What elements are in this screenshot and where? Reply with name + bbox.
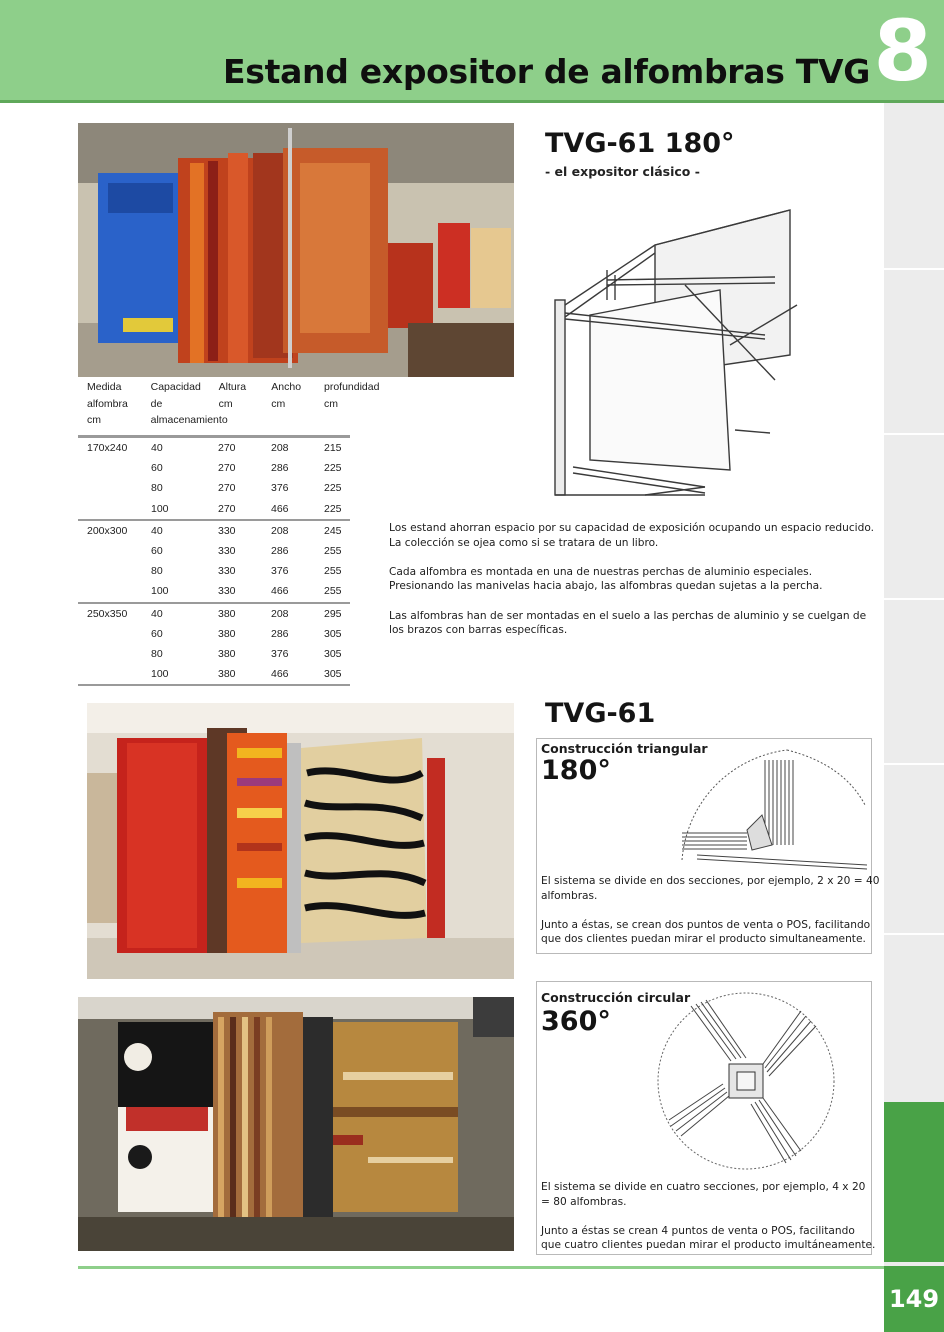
header-width: Ancho cm	[271, 381, 302, 410]
page-title: Estand expositor de alfombras TVG	[223, 52, 870, 91]
header-height: Altura cm	[218, 381, 247, 410]
circular-degrees: 360°	[541, 1006, 611, 1037]
top-photo	[78, 123, 514, 377]
page-number: 149	[884, 1266, 944, 1332]
triangular-description	[541, 874, 881, 962]
stand-drawing	[545, 205, 807, 501]
stand-diagram-illustration	[545, 205, 807, 501]
description-paragraph: Junto a éstas se crean 4 puntos de venta o POS, facilitando que cuatro clientes puedan mirar el producto imultáneamente.	[541, 1224, 876, 1252]
description-paragraph: El sistema se divide en cuatro secciones, por ejemplo, 4 x 20 = 80 alfombras.	[541, 1181, 866, 1208]
side-tab-divider	[884, 268, 944, 270]
triangular-construction-box	[536, 738, 880, 954]
header-depth: profundidad cm	[323, 381, 380, 410]
table-row: 60 380 286 305	[151, 627, 342, 640]
table-row: 100 330 466 255	[151, 585, 342, 598]
table-row: 80 380 376 305	[151, 647, 342, 660]
header-rule	[0, 100, 944, 103]
circular-layout-diagram	[651, 986, 841, 1176]
circular-construction-box	[536, 981, 876, 1255]
header-size: Medida alfombra cm	[87, 381, 128, 426]
model-heading: TVG-61 180°	[545, 128, 735, 159]
triangular-label: Construcción triangular	[541, 741, 708, 756]
table-row: 100 270 466 225	[151, 502, 342, 515]
table-row: 80 330 376 255	[151, 565, 342, 578]
header-capacity: Capacidad de almacenamiento	[150, 381, 228, 426]
description-paragraph: Junto a éstas, se crean dos puntos de venta o POS, facilitando que dos clientes puedan mirar el producto simultaneamente.	[541, 918, 871, 946]
section1-description	[389, 521, 879, 652]
side-tab-divider	[884, 598, 944, 600]
circular-label: Construcción circular	[541, 990, 691, 1005]
triangular-degrees: 180°	[541, 755, 611, 786]
carpet-stand-showroom-photo	[78, 123, 514, 377]
side-tab-divider	[884, 433, 944, 435]
spec-group	[78, 438, 350, 521]
table-row: 80 270 376 225	[151, 482, 342, 495]
spec-table-header	[78, 378, 380, 438]
table-row: 250x350 40 380 208 295	[87, 607, 342, 620]
spec-table	[78, 378, 380, 686]
side-tab-divider	[884, 933, 944, 935]
table-row: 170x240 40 270 208 215	[87, 442, 342, 455]
circular-description	[541, 1180, 876, 1268]
spec-group	[78, 604, 350, 687]
description-paragraph: Cada alfombra es montada en una de nuestras perchas de aluminio especiales. Presionando las manivelas hacia abajo, las alfombras quedan sujetas a la percha.	[389, 565, 823, 593]
carpet-stand-circular-photo	[78, 997, 514, 1251]
table-row: 60 330 286 255	[151, 545, 342, 558]
active-chapter-tab[interactable]	[884, 1102, 944, 1262]
description-paragraph: El sistema se divide en dos secciones, por ejemplo, 2 x 20 = 40 alfombras.	[541, 875, 880, 902]
table-row: 200x300 40 330 208 245	[87, 524, 342, 537]
footer-rule	[78, 1266, 884, 1269]
bottom-photo	[78, 997, 514, 1251]
table-row: 60 270 286 225	[151, 462, 342, 475]
carpet-stand-zebra-photo	[87, 703, 514, 979]
triangular-layout-diagram	[677, 745, 869, 877]
side-tab-divider	[884, 763, 944, 765]
chapter-number: 8	[873, 2, 932, 100]
model-subtitle: - el expositor clásico -	[545, 164, 700, 179]
description-paragraph: Los estand ahorran espacio por su capacidad de exposición ocupando un espacio reducido. La colección se ojea como si se tratara de un libro.	[389, 522, 874, 549]
spec-group	[78, 521, 350, 604]
middle-photo	[87, 703, 514, 979]
description-paragraph: Las alfombras han de ser montadas en el suelo a las perchas de aluminio y se cuelgan de los brazos con barras específicas.	[389, 609, 867, 637]
table-row: 100 380 466 305	[151, 668, 342, 681]
model-heading-2: TVG-61	[545, 698, 656, 729]
